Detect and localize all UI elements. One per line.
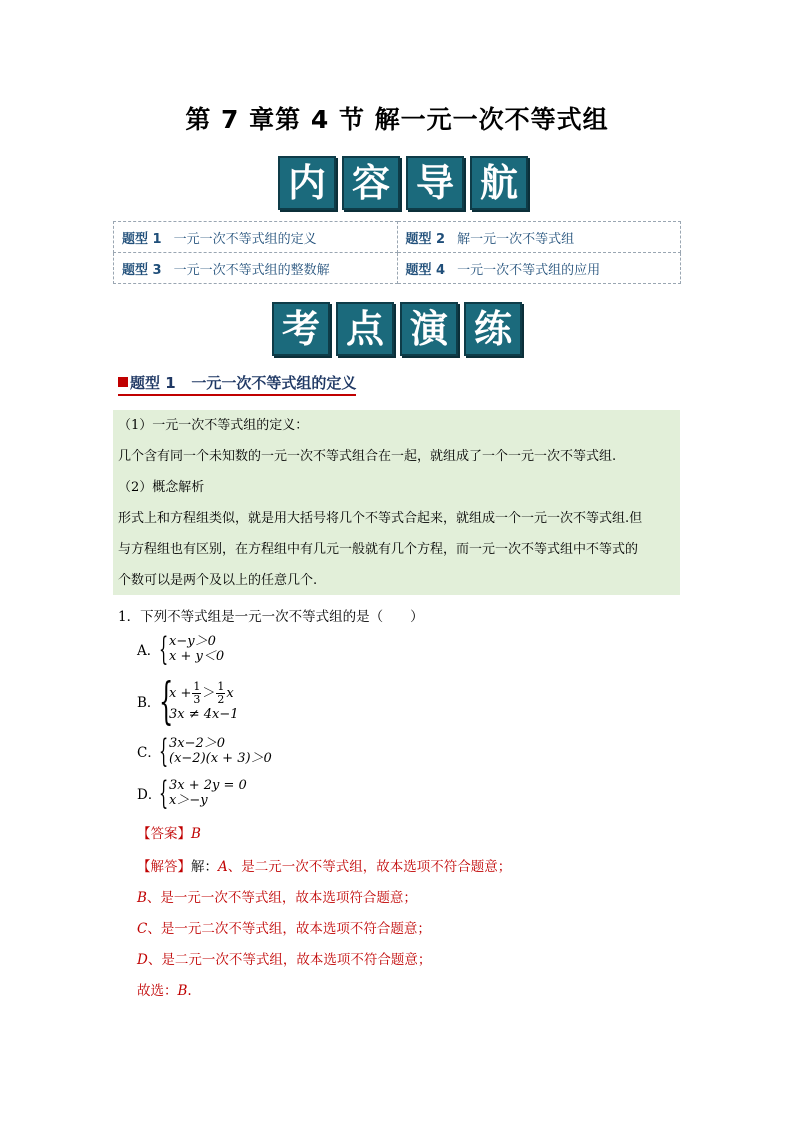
concept-heading-1: （1）一元一次不等式组的定义： xyxy=(118,418,309,433)
option-c: C． { 3x−2＞0 (x−2)(x + 3)＞0 xyxy=(137,732,272,770)
page-title: 第 7 章第 4 节 解一元一次不等式组 xyxy=(185,105,609,134)
explanation-line-a: 【解答】解：A、是二元一次不等式组，故本选项不符合题意； xyxy=(137,859,512,875)
section-heading: 题型 1 一元一次不等式组的定义 xyxy=(118,372,356,396)
banner-char: 点 xyxy=(336,302,394,356)
option-b: B． { x + $\frac{1}{3}$ ＞ $\frac{1}{2}$ x 3x ≠ 4x−1 xyxy=(137,672,239,730)
topic-navigation-table xyxy=(113,221,681,284)
question-stem: 1．下列不等式组是一元一次不等式组的是（ ） xyxy=(118,609,424,625)
nav-item-topic-1[interactable]: 题型 1 一元一次不等式组的定义 xyxy=(114,222,398,253)
explanation-line-b: B、是一元一次不等式组，故本选项符合题意； xyxy=(137,890,417,906)
concept-paragraph-1: 几个含有同一个未知数的一元一次不等式组合在一起，就组成了一个一元一次不等式组. xyxy=(118,449,617,464)
banner-char: 考 xyxy=(272,302,330,356)
banner-char: 演 xyxy=(400,302,458,356)
concept-paragraph-2c: 个数可以是两个及以上的任意几个. xyxy=(118,573,318,588)
option-d: D． { 3x + 2y = 0 x＞−y xyxy=(137,774,247,812)
answer-line: 【答案】B xyxy=(137,826,201,842)
banner-char: 航 xyxy=(470,156,528,210)
nav-item-topic-4[interactable]: 题型 4 一元一次不等式组的应用 xyxy=(397,253,681,284)
concept-heading-2: （2）概念解析 xyxy=(118,480,205,495)
concept-paragraph-2a: 形式上和方程组类似，就是用大括号将几个不等式合起来，就组成一个一元一次不等式组.但 xyxy=(118,511,643,526)
explanation-line-d: D、是二元一次不等式组，故本选项不符合题意； xyxy=(137,952,432,968)
final-choice-line: 故选：B. xyxy=(137,983,192,999)
option-a: A． { x−y＞0 x + y＜0 xyxy=(137,630,225,668)
concept-paragraph-2b: 与方程组也有区别，在方程组中有几元一般就有几个方程，而一元一次不等式组中不等式的 xyxy=(118,542,639,557)
explanation-line-c: C、是一元二次不等式组，故本选项不符合题意； xyxy=(137,921,431,937)
section-marker-icon xyxy=(118,377,128,387)
banner-practice xyxy=(0,294,794,364)
banner-char: 内 xyxy=(278,156,336,210)
banner-char: 练 xyxy=(464,302,522,356)
banner-char: 导 xyxy=(406,156,464,210)
banner-char: 容 xyxy=(342,156,400,210)
nav-item-topic-2[interactable]: 题型 2 解一元一次不等式组 xyxy=(397,222,681,253)
concept-box xyxy=(113,410,680,595)
nav-item-topic-3[interactable]: 题型 3 一元一次不等式组的整数解 xyxy=(114,253,398,284)
banner-content-navigation xyxy=(0,148,794,218)
